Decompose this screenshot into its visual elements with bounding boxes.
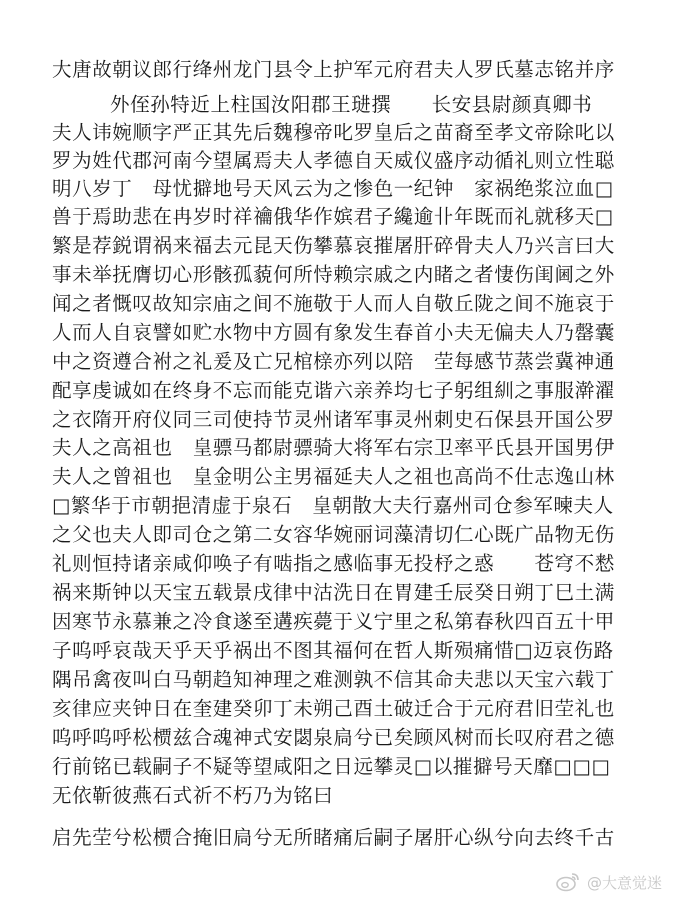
inscription-line: 行前铭已载嗣子不疑等望咸阳之日远攀灵□以摧擗号天靡□□□ <box>52 755 611 778</box>
inscription-line: 外侄孙特近上柱国汝阳郡王琎撰 长安县尉颜真卿书 <box>110 93 593 116</box>
inscription-line: 人而人自哀譬如贮水物中方圆有象发生春首小夫无偏夫人乃罄囊 <box>52 321 615 344</box>
inscription-line: 之衣隋开府仪同三司使持节灵州诸军事灵州刺史石保县开国公罗 <box>52 408 615 431</box>
inscription-line: 配享虔诚如在终身不忘而能克谐六亲养均七子躬组紃之事服澣濯 <box>52 379 615 402</box>
watermark-text: @大意觉迷 <box>586 873 662 892</box>
inscription-line: 因寒节永慕兼之冷食遂至遘疾薨于义宁里之私第春秋四百五十甲 <box>52 610 615 633</box>
inscription-line: 礼则恒持诸亲咸仰唤子有啮指之感临事无投杼之惑 苍穹不慭 <box>52 552 615 575</box>
inscription-line: 启先茔兮松槚合掩旧扃兮无所睹痛后嗣子屠肝心纵兮向去终千古 <box>52 826 615 849</box>
inscription-line: 隅吊禽夜叫白马朝趋知神理之难测孰不信其命夫悲以天宝六载丁 <box>52 668 615 691</box>
inscription-line: 罗为姓代郡河南今望属焉夫人孝德自天威仪盛序动循礼则立性聪 <box>52 149 615 172</box>
watermark <box>555 871 662 893</box>
inscription-line: 子呜呼哀哉天乎天乎祸出不图其福何在哲人斯殒痛惜□迈哀伤路 <box>52 639 614 662</box>
inscription-line: 夫人讳婉顺字严正其先后魏穆帝叱罗皇后之苗裔至孝文帝除叱以 <box>52 121 615 144</box>
inscription-line: 祸来斯钟以天宝五载景戌律中沽洗日在胃建壬辰癸日朔丁巳土满 <box>52 581 615 604</box>
inscription-line: 繁是荐鋭谓祸来福去元昆天伤攀慕哀摧屠肝碎骨夫人乃兴言曰大 <box>52 234 615 257</box>
inscription-line: 之父也夫人即司仓之第二女容华婉丽词藻清切仁心既广品物无伤 <box>52 523 615 546</box>
inscription-line: 无依靳彼燕石式祈不朽乃为铭曰 <box>52 784 334 807</box>
inscription-line: 兽于焉助悲在冉岁时祥禴俄华作嫔君子纔逾卝年既而礼就移天□ <box>52 205 614 228</box>
inscription-line: 夫人之曾祖也 皇金明公主男福延夫人之祖也高尚不仕志逸山林 <box>52 465 615 488</box>
inscription-line: 大唐故朝议郎行绛州龙门县令上护军元府君夫人罗氏墓志铭并序 <box>52 58 615 81</box>
weibo-logo-icon <box>555 871 581 893</box>
inscription-line: 事未举抚膺切心形骸孤藐何所恃赖宗戚之内睹之者悽伤闺阃之外 <box>52 263 615 286</box>
inscription-line: □繁华于市朝挹清虚于泉石 皇朝散大夫行嘉州司仓参军暕夫人 <box>52 494 614 517</box>
inscription-line: 闻之者慨叹故知宗庙之间不施敬于人而人自敬丘陇之间不施哀于 <box>52 292 615 315</box>
inscription-line: 夫人之高祖也 皇骠马都尉骠骑大将军右宗卫率平氏县开国男伊 <box>52 436 615 459</box>
inscription-line: 中之资遵合袝之礼爰及亡兄棺榇亦列以陪 茔每感节蒸尝冀神通 <box>52 350 615 373</box>
inscription-line: 亥律应夹钟日在奎建癸卯丁未朔己酉土破迁合于元府君旧茔礼也 <box>52 697 615 720</box>
inscription-line: 呜呼呜呼松槚兹合魂神式安閟泉扃兮已矣顾风树而长叹府君之德 <box>52 726 615 749</box>
inscription-line: 明八岁丁 母忧擗地号天风云为之惨色一纪钟 家祸绝浆泣血□ <box>52 177 614 200</box>
